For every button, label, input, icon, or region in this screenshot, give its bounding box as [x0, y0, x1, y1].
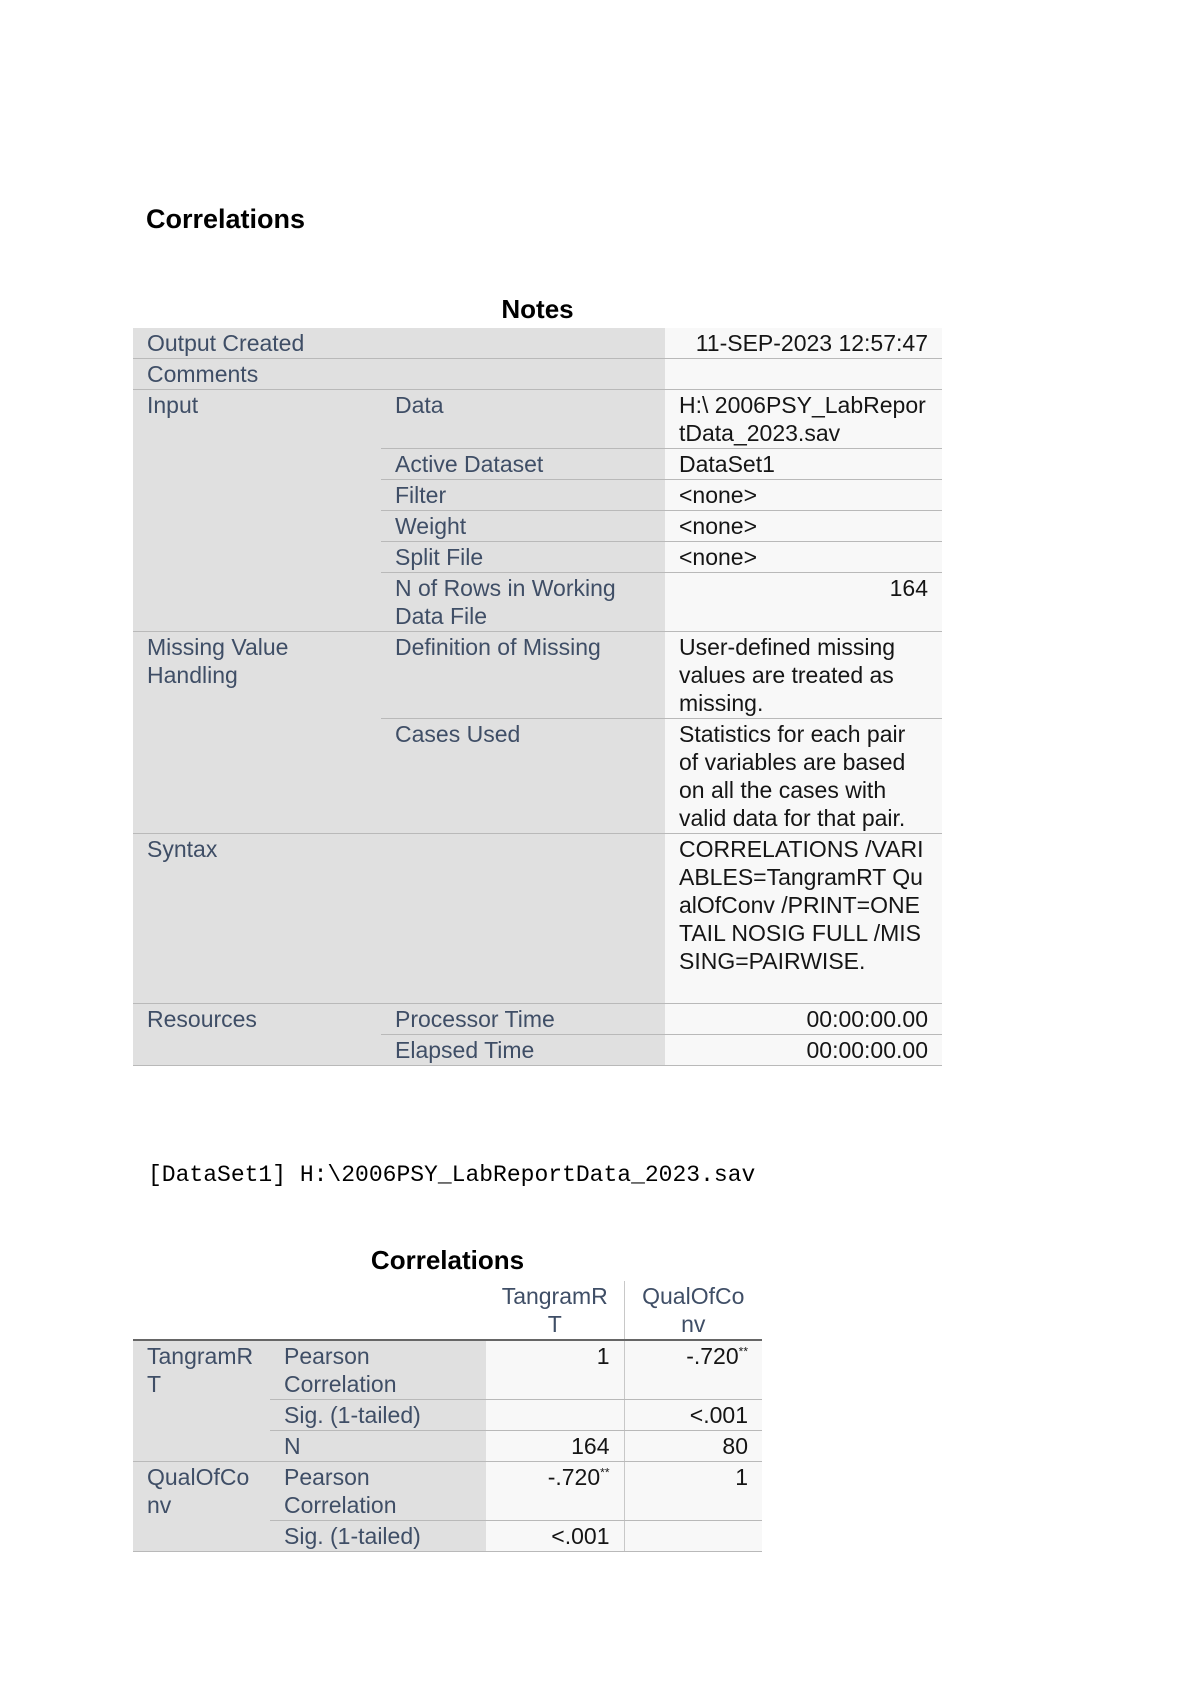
cell-tangram-n-qual: 80 — [624, 1431, 762, 1462]
row-label-definition-missing: Definition of Missing — [381, 632, 665, 719]
row-label-processor-time: Processor Time — [381, 1004, 665, 1035]
row-label-comments: Comments — [133, 359, 665, 390]
row-label-n-rows: N of Rows in Working Data File — [381, 573, 665, 632]
row-label-missing: Missing Value Handling — [133, 632, 381, 834]
row-label-data: Data — [381, 390, 665, 449]
header-empty-cell — [133, 1281, 270, 1340]
stat-label-pearson: Pearson Correlation — [270, 1340, 486, 1400]
page-title: Correlations — [146, 204, 306, 234]
data-file-value: H:\ 2006PSY_LabReportData_2023.sav — [665, 390, 942, 449]
cell-qual-pearson-tangram: -.720** — [486, 1462, 624, 1521]
notes-caption: Notes — [501, 294, 574, 324]
row-label-resources: Resources — [133, 1004, 381, 1066]
correlations-caption: Correlations — [370, 1245, 525, 1275]
cell-tangram-n-tangram: 164 — [486, 1431, 624, 1462]
stat-label-sig: Sig. (1-tailed) — [270, 1521, 486, 1552]
cell-tangram-sig-qual: <.001 — [624, 1400, 762, 1431]
dataset-line: [DataSet1] H:\2006PSY_LabReportData_2023.sav — [148, 1162, 756, 1188]
cell-tangram-pearson-qual: -.720** — [624, 1340, 762, 1400]
correlations-table — [133, 1281, 762, 1552]
cell-qual-pearson-qual: 1 — [624, 1462, 762, 1521]
cases-used-value: Statistics for each pair of variables are based on all the cases with valid data for that pair. — [665, 719, 942, 834]
row-label-input: Input — [133, 390, 381, 632]
table-row — [133, 1340, 762, 1400]
table-header-row — [133, 1281, 762, 1340]
row-label-cases-used: Cases Used — [381, 719, 665, 834]
stat-label-pearson: Pearson Correlation — [270, 1462, 486, 1521]
table-row — [133, 632, 942, 719]
split-file-value: <none> — [665, 542, 942, 573]
cell-tangram-sig-tangram — [486, 1400, 624, 1431]
syntax-value: CORRELATIONS /VARIABLES=TangramRT QualOfConv /PRINT=ONETAIL NOSIG FULL /MISSING=PAIRWISE. — [665, 834, 942, 1004]
table-row — [133, 328, 942, 359]
row-label-split-file: Split File — [381, 542, 665, 573]
elapsed-time-value: 00:00:00.00 — [665, 1035, 942, 1066]
n-rows-value: 164 — [665, 573, 942, 632]
filter-value: <none> — [665, 480, 942, 511]
row-label-tangram: TangramRT — [133, 1340, 270, 1462]
stat-label-sig: Sig. (1-tailed) — [270, 1400, 486, 1431]
table-row — [133, 390, 942, 449]
active-dataset-value: DataSet1 — [665, 449, 942, 480]
weight-value: <none> — [665, 511, 942, 542]
header-empty-cell — [270, 1281, 486, 1340]
cell-qual-sig-qual — [624, 1521, 762, 1552]
row-label-qual: QualOfConv — [133, 1462, 270, 1552]
cell-tangram-pearson-tangram: 1 — [486, 1340, 624, 1400]
table-row — [133, 359, 942, 390]
table-row — [133, 1462, 762, 1521]
stat-label-n: N — [270, 1431, 486, 1462]
output-created-value: 11-SEP-2023 12:57:47 — [665, 328, 942, 359]
table-row — [133, 834, 942, 1004]
row-label-syntax: Syntax — [133, 834, 665, 1004]
row-label-weight: Weight — [381, 511, 665, 542]
row-label-active-dataset: Active Dataset — [381, 449, 665, 480]
notes-table — [133, 328, 942, 1066]
comments-value — [665, 359, 942, 390]
definition-missing-value: User-defined missing values are treated as missing. — [665, 632, 942, 719]
cell-qual-sig-tangram: <.001 — [486, 1521, 624, 1552]
row-label-filter: Filter — [381, 480, 665, 511]
table-row — [133, 1004, 942, 1035]
processor-time-value: 00:00:00.00 — [665, 1004, 942, 1035]
row-label-elapsed-time: Elapsed Time — [381, 1035, 665, 1066]
column-header-qual: QualOfConv — [624, 1281, 762, 1340]
column-header-tangram: TangramRT — [486, 1281, 624, 1340]
row-label-output-created: Output Created — [133, 328, 665, 359]
